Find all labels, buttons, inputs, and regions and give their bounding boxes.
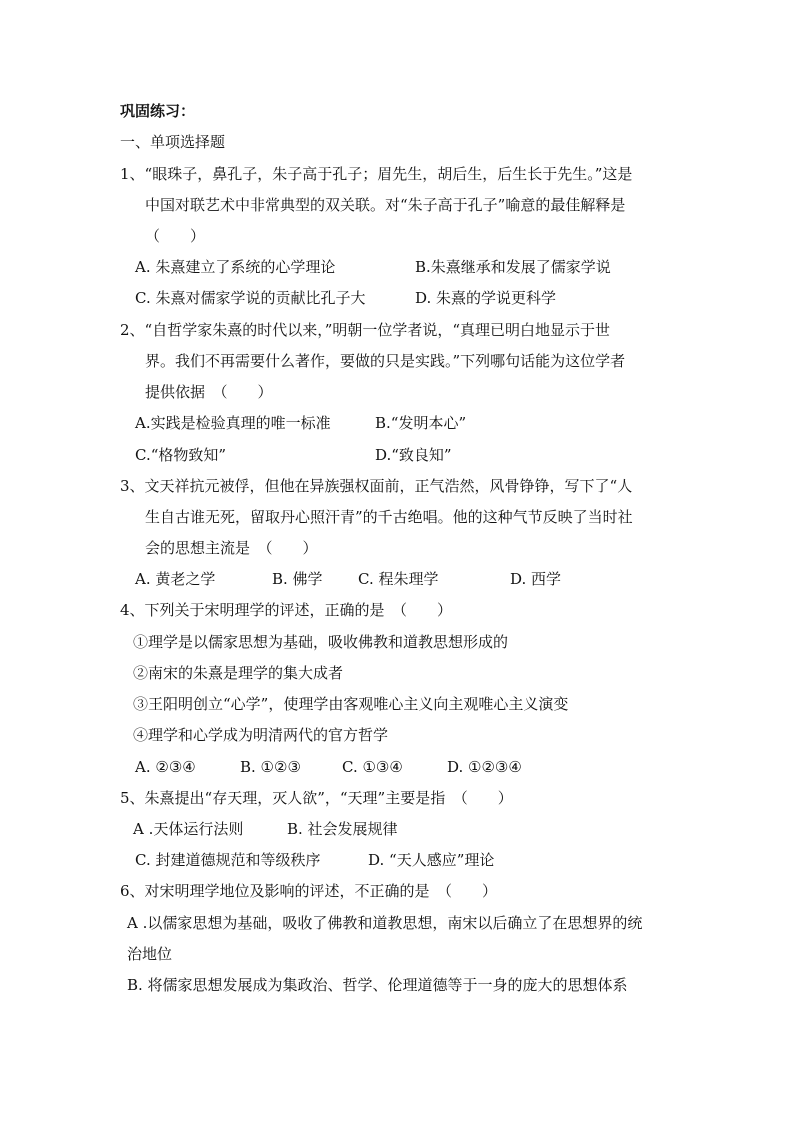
- question-1-option-d: D. 朱熹的学说更科学: [415, 289, 557, 307]
- question-1-option-b: B.朱熹继承和发展了儒家学说: [415, 258, 611, 276]
- question-3-option-b: B. 佛学: [272, 570, 323, 588]
- question-4-line-1: 4、下列关于宋明理学的评述，正确的是 （ ）: [120, 601, 453, 619]
- question-5-option-d: D. “天人感应”理论: [368, 851, 495, 869]
- question-6-option-a-line-1: A .以儒家思想为基础，吸收了佛教和道教思想，南宋以后确立了在思想界的统: [127, 914, 643, 932]
- question-4-statement-2: ②南宋的朱熹是理学的集大成者: [133, 664, 344, 682]
- question-2-option-a: A.实践是检验真理的唯一标准: [135, 414, 331, 432]
- question-2-line-1: 2、“自哲学家朱熹的时代以来，”明朝一位学者说，“真理已明白地显示于世: [120, 321, 611, 339]
- question-1-option-c: C. 朱熹对儒家学说的贡献比孔子大: [135, 289, 366, 307]
- question-6-line-1: 6、对宋明理学地位及影响的评述，不正确的是 （ ）: [120, 882, 498, 900]
- question-1-line-3: （ ）: [145, 227, 206, 245]
- question-2-option-d: D.“致良知”: [375, 446, 452, 464]
- question-5-line-1: 5、朱熹提出“存天理，灭人欲”，“天理”主要是指 （ ）: [120, 789, 513, 807]
- question-3-option-c: C. 程朱理学: [358, 570, 439, 588]
- question-4-statement-4: ④理学和心学成为明清两代的官方哲学: [133, 726, 389, 744]
- question-2-line-2: 界。我们不再需要什么著作，要做的只是实践。”下列哪句话能为这位学者: [145, 352, 626, 370]
- question-4-option-d: D. ①②③④: [447, 758, 522, 776]
- question-3-line-1: 3、文天祥抗元被俘，但他在异族强权面前，正气浩然，风骨铮铮，写下了“人: [120, 477, 633, 495]
- question-2-line-3: 提供依据 （ ）: [145, 383, 273, 401]
- question-5-option-a: A .天体运行法则: [133, 820, 244, 838]
- question-3-line-3: 会的思想主流是 （ ）: [145, 539, 318, 557]
- question-1-line-1: 1、“眼珠子，鼻孔子，朱子高于孔子；眉先生，胡后生，后生长于先生。”这是: [120, 165, 633, 183]
- question-1-option-a: A. 朱熹建立了系统的心学理论: [135, 258, 336, 276]
- section-heading: 一、单项选择题: [120, 133, 226, 151]
- question-6-option-a-line-2: 治地位: [127, 945, 173, 963]
- question-4-option-c: C. ①③④: [342, 758, 403, 776]
- question-3-option-d: D. 西学: [510, 570, 562, 588]
- question-4-statement-1: ①理学是以儒家思想为基础，吸收佛教和道教思想形成的: [133, 633, 509, 651]
- question-5-option-b: B. 社会发展规律: [287, 820, 398, 838]
- question-4-statement-3: ③王阳明创立“心学”，使理学由客观唯心主义向主观唯心主义演变: [133, 695, 569, 713]
- question-4-option-a: A. ②③④: [135, 758, 196, 776]
- question-4-option-b: B. ①②③: [240, 758, 301, 776]
- question-5-option-c: C. 封建道德规范和等级秩序: [135, 851, 321, 869]
- question-3-line-2: 生自古谁无死，留取丹心照汗青”的千古绝唱。他的这种气节反映了当时社: [145, 508, 633, 526]
- question-3-option-a: A. 黄老之学: [135, 570, 216, 588]
- question-1-line-2: 中国对联艺术中非常典型的双关联。对“朱子高于孔子”喻意的最佳解释是: [145, 196, 626, 214]
- question-6-option-b: B. 将儒家思想发展成为集政治、哲学、伦理道德等于一身的庞大的思想体系: [127, 976, 628, 994]
- question-2-option-b: B.“发明本心”: [375, 414, 467, 432]
- exercise-title: 巩固练习：: [120, 102, 196, 120]
- question-2-option-c: C.“格物致知”: [135, 446, 227, 464]
